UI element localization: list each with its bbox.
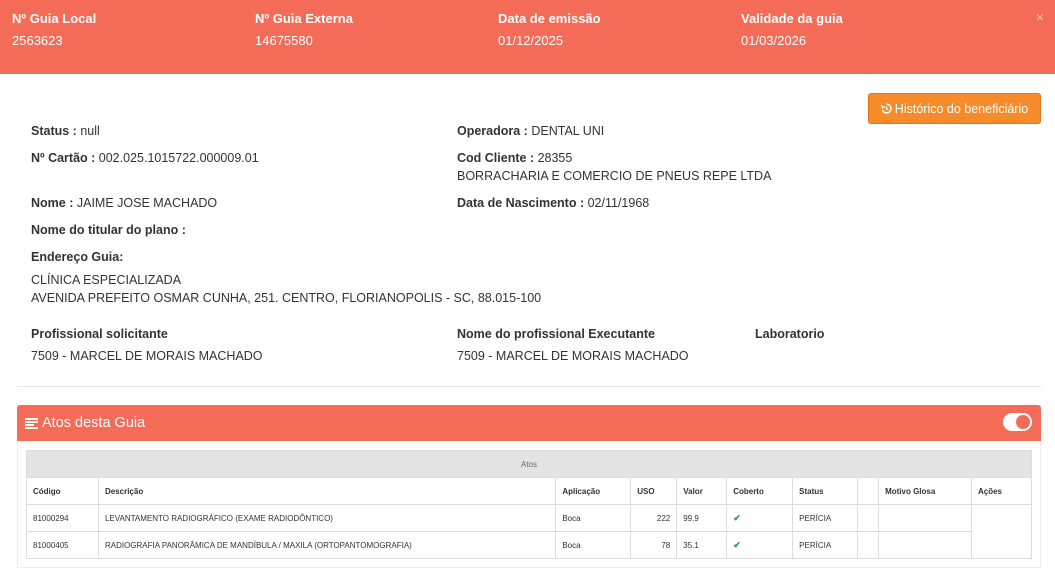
data-emissao-label: Data de emissão <box>498 11 601 26</box>
guia-externa-label: Nº Guia Externa <box>255 11 353 26</box>
atos-panel-header <box>17 405 1041 441</box>
section-divider <box>17 386 1041 387</box>
nome-field <box>31 194 217 212</box>
cod-cliente-label: Cod Cliente : <box>457 151 535 165</box>
cod-cliente-value: 28355 <box>537 151 573 165</box>
cartao-label: Nº Cartão : <box>31 151 96 165</box>
laboratorio-label <box>755 325 824 343</box>
list-icon <box>25 418 38 429</box>
nome-value: JAIME JOSE MACHADO <box>76 196 218 210</box>
cell-uso: 222 <box>631 505 677 532</box>
cliente-nome: BORRACHARIA E COMERCIO DE PNEUS REPE LTDA <box>457 169 772 183</box>
operadora-value: DENTAL UNI <box>531 124 605 138</box>
cartao-value: 002.025.1015722.000009.01 <box>98 151 259 165</box>
atos-table-header-row <box>27 478 1032 505</box>
col-motivo-glosa: Motivo Glosa <box>879 478 972 505</box>
atos-toggle-switch[interactable] <box>1003 413 1032 431</box>
col-valor: Valor <box>677 478 727 505</box>
historico-beneficiario-button[interactable] <box>868 93 1041 124</box>
cell-codigo: 81000294 <box>27 505 99 532</box>
cell-valor: 99.9 <box>677 505 727 532</box>
col-uso: USO <box>631 478 677 505</box>
historico-label: Histórico do beneficiário <box>894 101 1029 116</box>
col-codigo: Código <box>27 478 99 505</box>
col-descricao: Descrição <box>98 478 555 505</box>
endereco-linha1: CLÍNICA ESPECIALIZADA <box>31 273 182 287</box>
col-empty <box>858 478 879 505</box>
col-aplicacao: Aplicação <box>556 478 631 505</box>
atos-table-caption: Atos <box>27 451 1032 478</box>
solicitante-label-text: Profissional solicitante <box>31 327 168 341</box>
col-acoes: Ações <box>971 478 1031 505</box>
endereco-linha2: AVENIDA PREFEITO OSMAR CUNHA, 251. CENTRO, FLORIANOPOLIS - SC, 88.015-100 <box>31 291 542 305</box>
cell-motivo-glosa <box>879 505 972 532</box>
executante-label-text: Nome do profissional Executante <box>457 327 655 341</box>
cell-valor: 35.1 <box>677 532 727 559</box>
guia-local-label: Nº Guia Local <box>12 11 97 26</box>
nome-label: Nome : <box>31 196 74 210</box>
status-label: Status : <box>31 124 77 138</box>
status-value: null <box>80 124 100 138</box>
check-icon: ✔ <box>733 539 741 550</box>
cell-uso: 78 <box>631 532 677 559</box>
table-row <box>27 505 1032 532</box>
validade-label: Validade da guia <box>741 11 843 26</box>
titular-field <box>31 221 186 239</box>
guia-local-value: 2563623 <box>12 33 63 48</box>
nascimento-label: Data de Nascimento : <box>457 196 585 210</box>
cell-acoes <box>971 505 1031 559</box>
validade-value: 01/03/2026 <box>741 33 807 48</box>
cartao-field <box>31 149 259 167</box>
validade-guia <box>741 11 843 49</box>
guia-local <box>12 11 96 49</box>
nascimento-field <box>457 194 649 212</box>
atos-panel-title: Atos desta Guia <box>42 415 146 431</box>
solicitante-label <box>31 325 168 343</box>
titular-label: Nome do titular do plano : <box>31 223 186 237</box>
cell-motivo-glosa <box>879 532 972 559</box>
atos-table <box>26 450 1032 559</box>
col-status: Status <box>793 478 858 505</box>
guia-externa-value: 14675580 <box>255 33 313 48</box>
cell-status: PERÍCIA <box>793 505 858 532</box>
executante-value: 7509 - MARCEL DE MORAIS MACHADO <box>457 349 689 363</box>
endereco-field <box>31 248 123 266</box>
solicitante-value: 7509 - MARCEL DE MORAIS MACHADO <box>31 349 263 363</box>
cod-cliente-field <box>457 149 572 167</box>
close-icon[interactable]: × <box>1035 9 1044 25</box>
cell-coberto <box>727 532 793 559</box>
cell-aplicacao: Boca <box>556 532 631 559</box>
data-emissao-value: 01/12/2025 <box>498 33 564 48</box>
status-field <box>31 122 100 140</box>
executante-label <box>457 325 655 343</box>
cell-status: PERÍCIA <box>793 532 858 559</box>
laboratorio-label-text: Laboratorio <box>755 327 825 341</box>
operadora-field <box>457 122 604 140</box>
toggle-knob <box>1016 415 1030 429</box>
cell-aplicacao: Boca <box>556 505 631 532</box>
cell-descricao: RADIOGRAFIA PANORÂMICA DE MANDÍBULA / MAXILA (ORTOPANTOMOGRAFIA) <box>98 532 555 559</box>
cell-empty <box>858 505 879 532</box>
col-coberto: Coberto <box>727 478 793 505</box>
check-icon: ✔ <box>733 512 741 523</box>
data-emissao <box>498 11 601 49</box>
cell-coberto <box>727 505 793 532</box>
cell-empty <box>858 532 879 559</box>
guide-header <box>0 0 1055 74</box>
cell-descricao: LEVANTAMENTO RADIOGRÁFICO (EXAME RADIODÔNTICO) <box>98 505 555 532</box>
operadora-label: Operadora : <box>457 124 528 138</box>
history-icon <box>881 103 892 114</box>
table-row <box>27 532 1032 559</box>
endereco-label: Endereço Guia: <box>31 250 124 264</box>
nascimento-value: 02/11/1968 <box>587 196 650 210</box>
cell-codigo: 81000405 <box>27 532 99 559</box>
guia-externa <box>255 11 353 49</box>
